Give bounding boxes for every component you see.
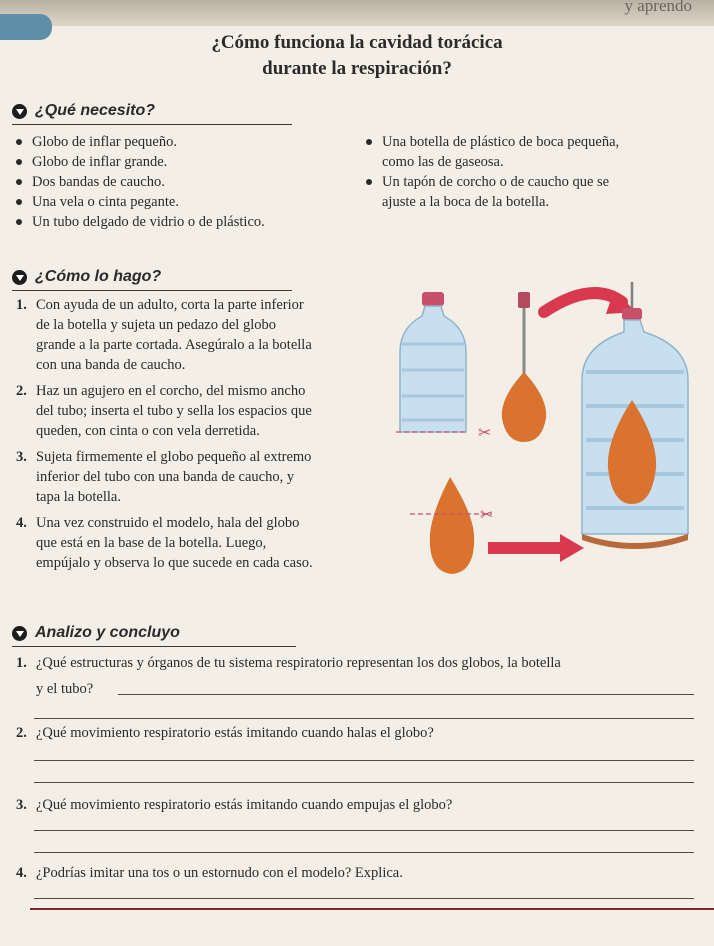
section-marker-icon xyxy=(12,626,27,641)
page-title-line1: ¿Cómo funciona la cavidad torácica xyxy=(211,32,503,53)
scissors-icon: ✂ xyxy=(480,505,494,524)
procedure-heading-rule xyxy=(12,290,292,291)
material-item: Una vela o cinta pegante. xyxy=(16,193,179,211)
answer-line[interactable] xyxy=(34,760,694,761)
bullet-icon xyxy=(16,219,22,225)
question-text: ¿Qué movimiento respiratorio estás imitando cuando empujas el globo? xyxy=(36,797,453,813)
page-title-line2: durante la respiración? xyxy=(262,58,452,79)
step-text: queden, con cinta o con vela derretida. xyxy=(36,423,260,439)
bullet-icon xyxy=(16,199,22,205)
bottom-rule xyxy=(30,908,714,910)
step-number: 2. xyxy=(16,383,27,399)
step-text: Una vez construido el modelo, hala del globo xyxy=(36,515,300,531)
answer-line[interactable] xyxy=(34,830,694,831)
analysis-heading: Analizo y concluyo xyxy=(12,624,180,642)
step-text: empújalo y observa lo que sucede en cada caso. xyxy=(36,555,313,571)
answer-line[interactable] xyxy=(34,782,694,783)
material-item-continuation: ajuste a la boca de la botella. xyxy=(382,194,550,210)
material-item: Un tubo delgado de vidrio o de plástico. xyxy=(16,213,265,231)
answer-line[interactable] xyxy=(34,718,694,719)
step-text: que está en la base de la botella. Luego, xyxy=(36,535,267,551)
bullet-icon xyxy=(366,179,372,185)
top-banner xyxy=(0,0,714,26)
step-text: inferior del tubo con una banda de caucho, y xyxy=(36,469,295,485)
answer-line[interactable] xyxy=(34,898,694,899)
section-marker-icon xyxy=(12,270,27,285)
step-text: de la botella y sujeta un pedazo del globo xyxy=(36,317,276,333)
step-number: 3. xyxy=(16,449,27,465)
material-item: Dos bandas de caucho. xyxy=(16,173,165,191)
bullet-icon xyxy=(16,179,22,185)
arrow-head-icon xyxy=(560,534,584,562)
step-number: 4. xyxy=(16,515,27,531)
material-item: Globo de inflar grande. xyxy=(16,153,167,171)
step-text: con una banda de caucho. xyxy=(36,357,186,373)
question-number: 3. xyxy=(16,797,27,813)
material-item: Globo de inflar pequeño. xyxy=(16,133,177,151)
question-number: 2. xyxy=(16,725,27,741)
step-text: del tubo; inserta el tubo y sella los espacios que xyxy=(36,403,312,419)
materials-heading: ¿Qué necesito? xyxy=(12,102,155,120)
step-text: tapa la botella. xyxy=(36,489,121,505)
question-text: y el tubo? xyxy=(36,681,94,697)
procedure-heading: ¿Cómo lo hago? xyxy=(12,268,161,286)
bottle-model-illustration xyxy=(392,272,714,592)
analysis-heading-rule xyxy=(12,646,296,647)
bullet-icon xyxy=(366,139,372,145)
step-text: grande a la parte cortada. Asegúralo a la botella xyxy=(36,337,312,353)
scissors-icon: ✂ xyxy=(478,423,492,442)
bullet-icon xyxy=(16,159,22,165)
bullet-icon xyxy=(16,139,22,145)
material-item-continuation: como las de gaseosa. xyxy=(382,154,504,170)
large-balloon-icon xyxy=(430,477,474,574)
material-item: Un tapón de corcho o de caucho que se xyxy=(366,173,609,191)
materials-heading-rule xyxy=(12,124,292,125)
material-item: Una botella de plástico de boca pequeña, xyxy=(366,133,619,151)
answer-line[interactable] xyxy=(34,852,694,853)
question-number: 4. xyxy=(16,865,27,881)
section-marker-icon xyxy=(12,104,27,119)
question-text: ¿Qué estructuras y órganos de tu sistema respiratorio representan los dos globos, la botella xyxy=(36,655,561,671)
step-text: Sujeta firmemente el globo pequeño al extremo xyxy=(36,449,312,465)
assembled-model-icon xyxy=(582,282,688,549)
step-number: 1. xyxy=(16,297,27,313)
question-number: 1. xyxy=(16,655,27,671)
corner-label: y aprendo xyxy=(624,0,692,15)
answer-line[interactable] xyxy=(118,694,694,695)
question-text: ¿Qué movimiento respiratorio estás imitando cuando halas el globo? xyxy=(36,725,434,741)
question-text: ¿Podrías imitar una tos o un estornudo con el modelo? Explica. xyxy=(36,865,403,881)
bottle-top-icon xyxy=(400,292,466,432)
step-text: Haz un agujero en el corcho, del mismo ancho xyxy=(36,383,306,399)
step-text: Con ayuda de un adulto, corta la parte inferior xyxy=(36,297,304,313)
